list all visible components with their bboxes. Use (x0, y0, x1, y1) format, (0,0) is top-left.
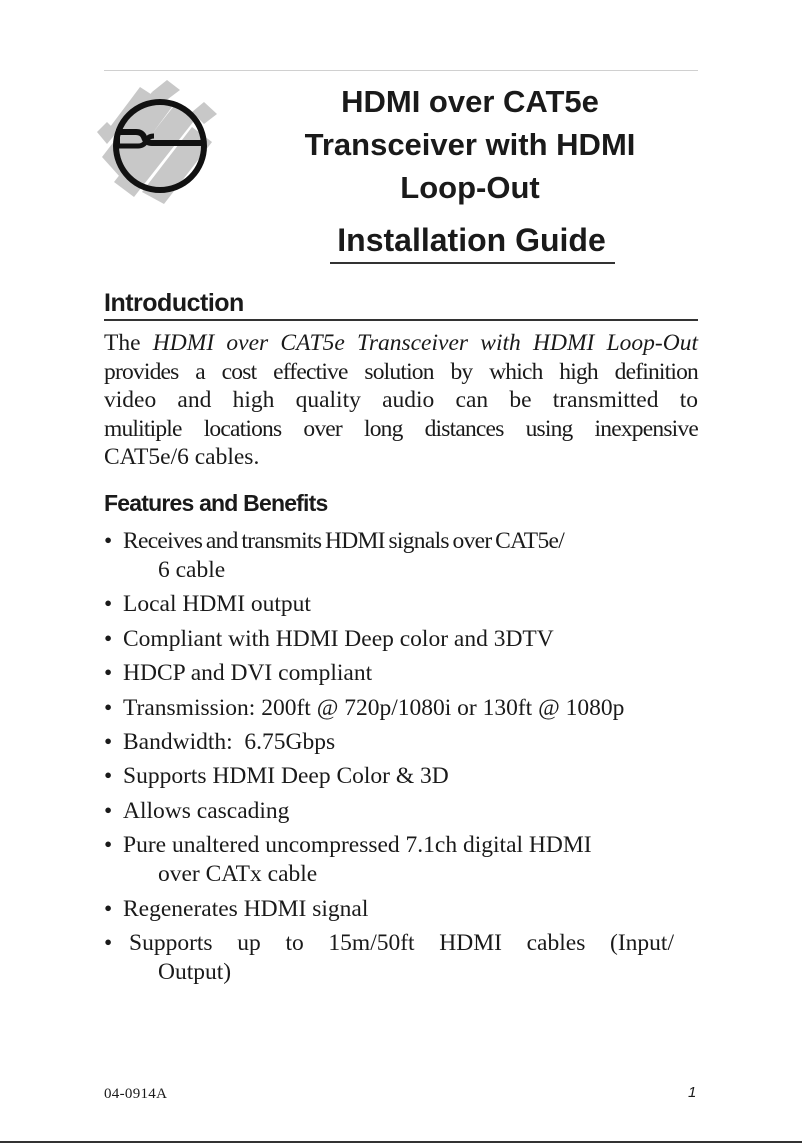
section-heading-introduction: Introduction (104, 289, 244, 317)
document-title (270, 80, 670, 209)
list-item: • Transmission: 200ft @ 720p/1080i or 130ft @ 1080p (104, 694, 625, 721)
list-item: • Receives and transmits HDMI signals over CAT5e/ 6 cable (104, 528, 565, 583)
list-item: • Allows cascading (104, 797, 290, 824)
product-name: HDMI over CAT5e Transceiver with HDMI Loop-Out (152, 330, 698, 356)
section-heading-features: Features and Benefits (104, 490, 328, 516)
title-line: Loop-Out (400, 170, 540, 205)
bullet-icon: • (104, 832, 113, 859)
bullet-icon: • (104, 528, 113, 554)
list-item: • Local HDMI output (104, 591, 311, 618)
list-item: • Pure unaltered uncompressed 7.1ch digital HDMI over CATx cable (104, 832, 592, 888)
document-code: 04-0914A (104, 1086, 168, 1102)
bullet-icon: • (104, 591, 113, 618)
paragraph-line: The HDMI over CAT5e Transceiver with HDMI Loop-Out (104, 330, 698, 356)
list-item: • Supports up to 15m/50ft HDMI cables (Input/ Output) (104, 929, 674, 985)
list-item: • HDCP and DVI compliant (104, 660, 373, 687)
bullet-icon: • (104, 763, 113, 790)
bullet-icon: • (104, 929, 113, 956)
paragraph-line: mulitiple locations over long distances using inexpensive (104, 415, 698, 442)
list-item: • Supports HDMI Deep Color & 3D (104, 763, 449, 790)
bullet-icon: • (104, 660, 113, 687)
bullet-icon: • (104, 895, 113, 922)
list-item: • Bandwidth: 6.75Gbps (104, 728, 336, 755)
top-divider (104, 70, 698, 71)
subtitle-underline (330, 262, 615, 264)
paragraph-line: CAT5e/6 cables. (104, 444, 260, 471)
bullet-icon: • (104, 728, 113, 755)
paragraph-line: video and high quality audio can be transmitted to (104, 387, 698, 414)
list-item: • Compliant with HDMI Deep color and 3DTV (104, 625, 554, 652)
bottom-divider (0, 1141, 802, 1143)
paragraph-line: provides a cost effective solution by which high definition (104, 358, 698, 385)
bullet-icon: • (104, 797, 113, 824)
bullet-icon: • (104, 694, 113, 721)
features-list (104, 527, 674, 992)
list-item: • Regenerates HDMI signal (104, 895, 369, 922)
title-line: Transceiver with HDMI (304, 127, 636, 162)
page-number: 1 (688, 1084, 697, 1101)
document-subtitle: Installation Guide (337, 222, 606, 258)
bullet-icon: • (104, 625, 113, 652)
title-line: HDMI over CAT5e (341, 84, 599, 119)
introduction-paragraph (104, 329, 698, 472)
section-divider (104, 319, 698, 321)
company-logo-icon (92, 72, 227, 207)
